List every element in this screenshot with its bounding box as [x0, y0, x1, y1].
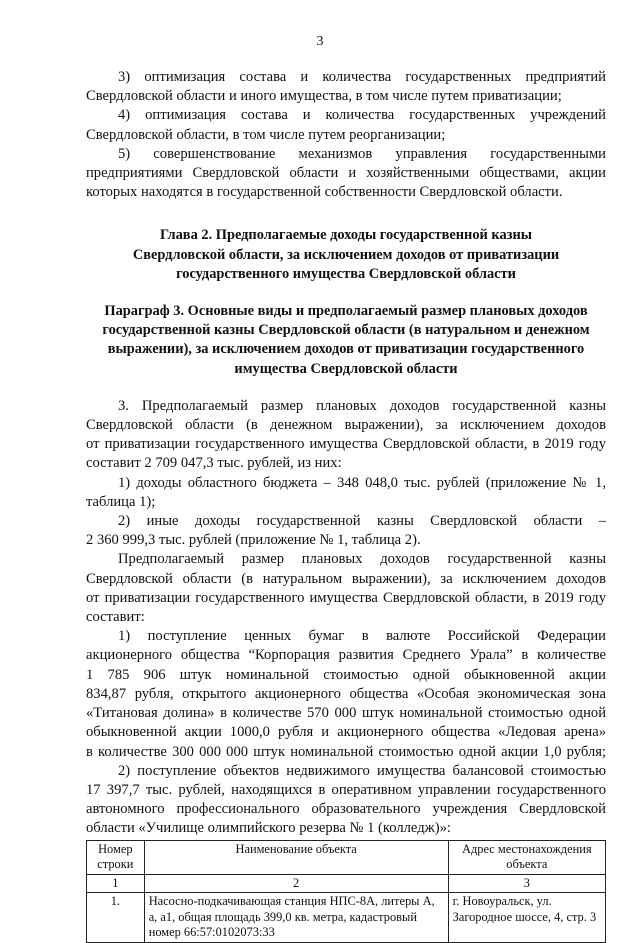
paragraph-heading-line: государственной казны Свердловской области (в натуральном и денежном [102, 322, 590, 339]
paragraph-heading-line: Параграф 3. Основные виды и предполагаемый размер плановых доходов [104, 303, 588, 320]
p3-2-line: 2 360 999,3 тыс. рублей (приложение № 1, таблица 2). [86, 532, 421, 549]
p3-2-line: 2) иные доходы государственной казны Свердловской области – [118, 513, 606, 530]
natural-line: Свердловской области (в натуральном выражении), за исключением доходов [86, 570, 606, 587]
property-table [86, 840, 606, 943]
intro-item-5-line1: 5) совершенствование механизмов управления государственными [118, 145, 606, 162]
p3-1-line: 1) доходы областного бюджета – 348 048,0 тыс. рублей (приложение № 1, [118, 474, 606, 491]
p3-line: составит 2 709 047,3 тыс. рублей, из них: [86, 455, 342, 472]
chapter-heading-line: Глава 2. Предполагаемые доходы государственной казны [160, 227, 532, 244]
p3-line: 3. Предполагаемый размер плановых доходов государственной казны [118, 397, 606, 414]
n2-line: области «Училище олимпийского резерва № 1 (колледж)»: [86, 820, 451, 837]
header-row-number: Номер строки [87, 840, 145, 874]
chapter-heading-line: государственного имущества Свердловской области [176, 265, 516, 282]
page-number: 3 [316, 34, 324, 49]
intro-item-4-line2: Свердловской области, в том числе путем реорганизации; [86, 126, 446, 143]
p3-line: от приватизации государственного имущества Свердловской области, в 2019 году [86, 436, 606, 453]
table-column-number-row [87, 874, 606, 893]
n1-line: в количестве 300 000 000 штук номинальной стоимостью одной акции 1,0 рубля; [86, 743, 606, 760]
intro-item-4-line1: 4) оптимизация состава и количества государственных учреждений [118, 107, 606, 124]
column-number: 2 [144, 874, 448, 893]
n1-line: 1 785 906 штук номинальной стоимостью одной обыкновенной акции [86, 666, 606, 683]
n2-line: 17 397,7 тыс. рублей, находящихся в оперативном управлении государственного [86, 781, 606, 798]
column-number: 3 [448, 874, 605, 893]
chapter-heading [86, 226, 606, 284]
intro-item-5-line3: которых находятся в государственной собственности Свердловской области. [86, 184, 563, 201]
table-row [87, 893, 606, 943]
intro-item-5-line2: предприятиями Свердловской области и хозяйственными обществами, акции [86, 165, 606, 182]
object-name: Насосно-подкачивающая станция НПС-8А, литеры А, а, а1, общая площадь 399,0 кв. метра, кадастровый номер 66:57:0102073:33 [144, 893, 448, 943]
header-object-name: Наименование объекта [144, 840, 448, 874]
n1-line: акционерного общества “Корпорация развития Среднего Урала” в количестве [86, 647, 606, 664]
table-header-row [87, 840, 606, 874]
n1-line: обыкновенной акции 1000,0 рубля и акционерного общества «Ледовая арена» [86, 724, 606, 741]
p3-line: Свердловской области (в денежном выражении), за исключением доходов [86, 417, 606, 434]
natural-line: от приватизации государственного имущества Свердловской области, в 2019 году [86, 589, 606, 606]
p3-1-line: таблица 1); [86, 493, 156, 510]
n2-line: 2) поступление объектов недвижимого имущества балансовой стоимостью [118, 762, 606, 779]
intro-item-3-line2: Свердловской области и иного имущества, в том числе путем приватизации; [86, 88, 562, 105]
n2-line: автономного профессионального образовательного учреждения Свердловской [86, 801, 606, 818]
header-object-address: Адрес местонахождения объекта [448, 840, 605, 874]
object-address: г. Новоуральск, ул. Загородное шоссе, 4, стр. 3 [448, 893, 605, 943]
document-body [86, 68, 606, 943]
natural-line: составит: [86, 609, 145, 626]
row-number: 1. [87, 893, 145, 943]
chapter-heading-line: Свердловской области, за исключением доходов от приватизации [132, 246, 560, 263]
paragraph-heading-line: имущества Свердловской области [234, 360, 458, 377]
paragraph-heading [86, 302, 606, 379]
intro-item-3-line1: 3) оптимизация состава и количества государственных предприятий [118, 69, 606, 85]
column-number: 1 [87, 874, 145, 893]
paragraph-heading-line: выражении), за исключением доходов от приватизации государственного [107, 341, 585, 358]
n1-line: 834,87 рубля, открытого акционерного общества «Особая экономическая зона [86, 685, 606, 702]
n1-line: «Титановая долина» в количестве 570 000 штук номинальной стоимостью одной [86, 705, 606, 722]
n1-line: 1) поступление ценных бумаг в валюте Российской Федерации [118, 628, 606, 645]
natural-line: Предполагаемый размер плановых доходов государственной казны [118, 551, 606, 568]
